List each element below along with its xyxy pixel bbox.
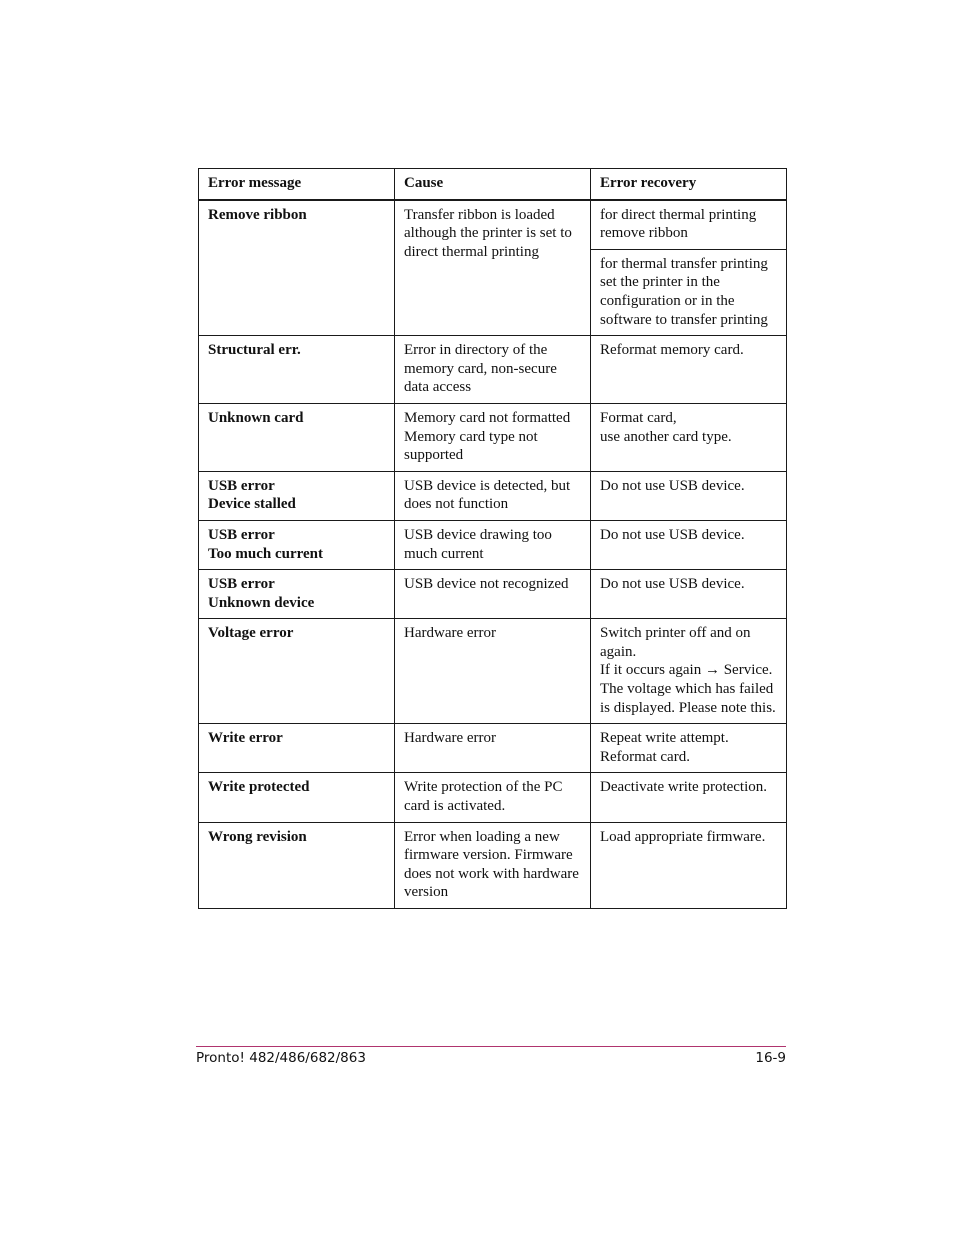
table-row — [199, 619, 787, 724]
error-message-cell — [199, 619, 395, 724]
cell-line: Write error — [208, 730, 283, 747]
error-message-cell — [199, 403, 395, 471]
cell-line: Reformat card. — [600, 748, 690, 765]
table-row — [199, 403, 787, 471]
table-row — [199, 520, 787, 569]
cell-line: Do not use USB device. — [600, 477, 745, 494]
cell-line: Switch printer off and on again. — [600, 625, 751, 660]
error-message-cell — [199, 471, 395, 520]
cell-line: Write protection of the PC card is activated. — [404, 779, 563, 815]
error-recovery-cell — [591, 471, 787, 520]
cause-cell — [395, 520, 591, 569]
cell-line: Load appropriate firmware. — [600, 828, 766, 845]
error-table — [198, 168, 787, 909]
header-row — [199, 169, 787, 200]
table-row — [199, 773, 787, 822]
cell-line: use another card type. — [600, 428, 732, 445]
cell-line: USB device is detected, but does not function — [404, 477, 571, 513]
cell-line: Write protected — [208, 779, 310, 796]
cell-line: Do not use USB device. — [600, 576, 745, 593]
cell-line: USB device not recognized — [404, 576, 569, 593]
cause-cell — [395, 471, 591, 520]
cell-line: Memory card not formatted — [404, 409, 571, 426]
cell-line: If it occurs again → Service. — [600, 662, 773, 679]
cell-line: Remove ribbon — [208, 206, 307, 223]
cell-line: Device stalled — [208, 496, 296, 513]
table-row — [199, 200, 787, 250]
cell-line: USB error — [208, 477, 275, 494]
cell-line: Repeat write attempt. — [600, 730, 729, 747]
error-recovery-cell — [591, 520, 787, 569]
footer-page-number: 16-9 — [755, 1050, 786, 1066]
cause-cell — [395, 403, 591, 471]
cell-line: Too much current — [208, 545, 324, 562]
error-message-cell — [199, 570, 395, 619]
cell-line: for thermal transfer printing set the printer in the configuration or in the software to transfer printing — [600, 255, 768, 328]
cell-line: Wrong revision — [208, 828, 307, 845]
cause-cell — [395, 773, 591, 822]
cell-line: Unknown card — [208, 409, 304, 426]
cause-cell — [395, 619, 591, 724]
cell-line: The voltage which has failed is displayed. Please note this. — [600, 681, 776, 716]
table-row — [199, 471, 787, 520]
error-recovery-cell — [591, 773, 787, 822]
cause-cell — [395, 570, 591, 619]
cell-line: USB device drawing too much current — [404, 526, 552, 562]
table-row — [199, 570, 787, 619]
table-row — [199, 822, 787, 908]
error-message-cell — [199, 520, 395, 569]
cell-line: Reformat memory card. — [600, 342, 744, 359]
error-recovery-cell — [591, 619, 787, 724]
header-cause: Cause — [395, 169, 591, 200]
cell-line: Format card, — [600, 409, 677, 426]
cell-line: Error in directory of the memory card, non-secure data access — [404, 342, 557, 396]
footer-rule — [196, 1046, 786, 1047]
header-error-recovery: Error recovery — [591, 169, 787, 200]
cause-cell — [395, 336, 591, 404]
error-message-cell — [199, 724, 395, 773]
error-message-cell — [199, 773, 395, 822]
table-row — [199, 336, 787, 404]
cause-cell — [395, 200, 591, 336]
error-recovery-cell — [591, 200, 787, 250]
cell-line: Unknown device — [208, 594, 315, 611]
error-message-cell — [199, 200, 395, 336]
error-recovery-cell — [591, 403, 787, 471]
error-message-cell — [199, 336, 395, 404]
cell-line: Memory card type not supported — [404, 428, 538, 464]
cell-line: Voltage error — [208, 625, 294, 642]
error-recovery-cell — [591, 336, 787, 404]
error-recovery-cell — [591, 822, 787, 908]
cell-line: Transfer ribbon is loaded although the printer is set to direct thermal printing — [404, 206, 572, 260]
cause-cell — [395, 822, 591, 908]
cell-line: USB error — [208, 576, 275, 593]
cause-cell — [395, 724, 591, 773]
cell-line: Deactivate write protection. — [600, 779, 768, 796]
cell-line: Hardware error — [404, 730, 497, 747]
cell-line: USB error — [208, 526, 275, 543]
error-recovery-cell — [591, 249, 787, 335]
cell-line: Do not use USB device. — [600, 526, 745, 543]
error-recovery-cell — [591, 570, 787, 619]
error-recovery-cell — [591, 724, 787, 773]
header-error-message: Error message — [199, 169, 395, 200]
footer-product: Pronto! 482/486/682/863 — [196, 1050, 366, 1066]
cell-line: Structural err. — [208, 342, 301, 359]
cell-line: for direct thermal printing remove ribbon — [600, 206, 757, 242]
error-message-cell — [199, 822, 395, 908]
table-row — [199, 724, 787, 773]
cell-line: Error when loading a new firmware version. Firmware does not work with hardware version — [404, 828, 579, 901]
cell-line: Hardware error — [404, 625, 497, 642]
